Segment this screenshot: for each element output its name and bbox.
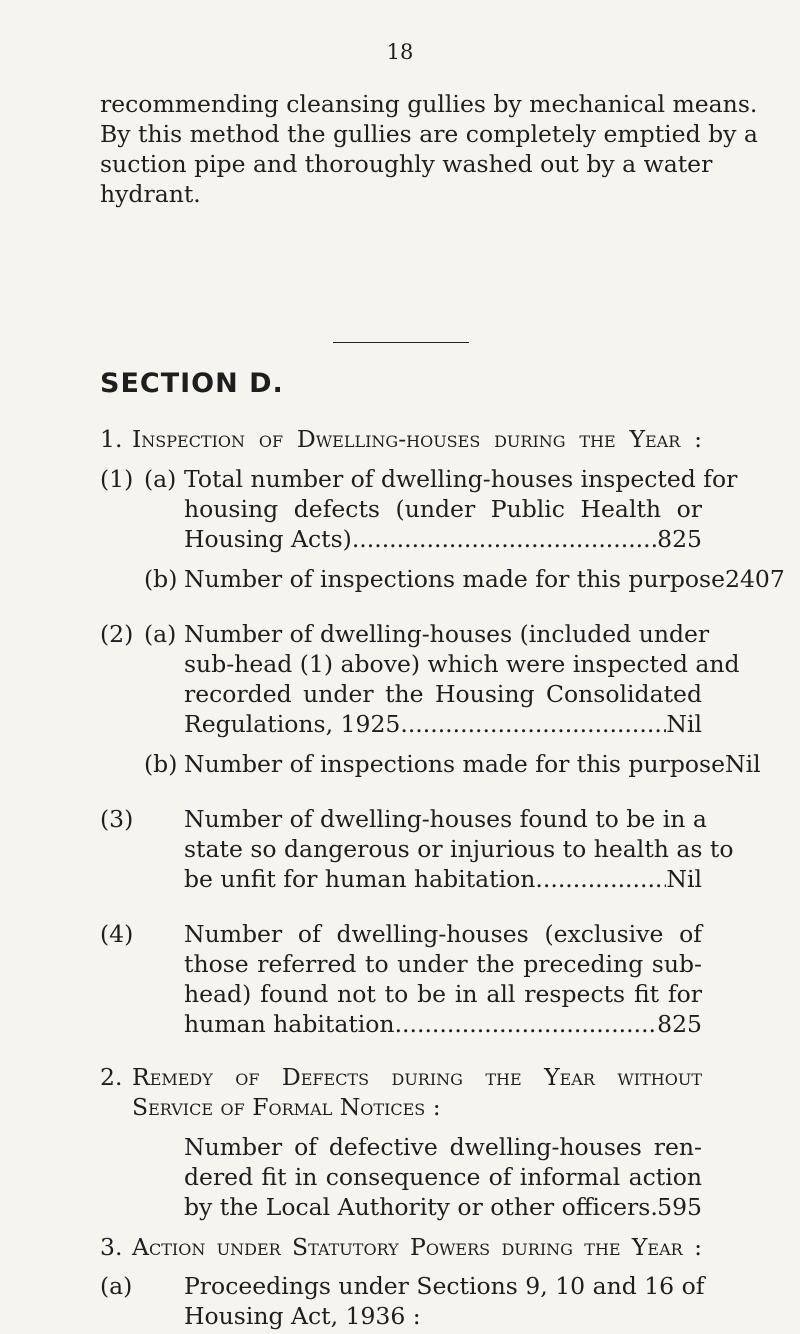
item-text-line: be unfit for human habitation <box>184 865 536 893</box>
leader-line <box>184 750 761 778</box>
leader-line <box>184 565 785 593</box>
item-number: (3) <box>100 805 134 833</box>
item-text-line: by the Local Authority or other officers <box>184 1193 651 1221</box>
leader-line <box>184 1010 702 1038</box>
item-number: (a) <box>100 1272 133 1300</box>
page-number: 18 <box>386 40 414 64</box>
item-text-line: head) found not to be in all respects fit for <box>184 980 702 1008</box>
item-text-line: Housing Acts) <box>184 525 352 553</box>
sub-item-label: (b) <box>144 750 178 778</box>
item-text-line: sub-head (1) above) which were inspected and <box>184 650 740 678</box>
item-text-line: Number of inspections made for this purpose <box>184 565 726 593</box>
section-divider <box>333 342 469 343</box>
leader-line <box>184 1193 702 1221</box>
item-text-line: Number of defective dwelling-houses ren- <box>184 1133 702 1161</box>
item-value: 2407 <box>725 565 785 593</box>
item-text-line: Regulations, 1925 <box>184 710 401 738</box>
item-value: Nil <box>666 865 702 893</box>
section-heading: Action under Statutory Powers during the Year : <box>132 1233 702 1261</box>
leader-line <box>184 710 702 738</box>
item-text-line: housing defects (under Public Health or <box>184 495 702 523</box>
item-text-line: recorded under the Housing Consolidated <box>184 680 702 708</box>
heading-number: 3. <box>100 1233 123 1261</box>
item-text-line: dered fit in consequence of informal action <box>184 1163 702 1191</box>
item-number: (4) <box>100 920 134 948</box>
item-value: 595 <box>657 1193 702 1221</box>
item-text-line: Total number of dwelling-houses inspected for <box>184 465 738 493</box>
item-number: (1) <box>100 465 134 493</box>
section-heading: Service of Formal Notices : <box>132 1093 441 1121</box>
intro-line: hydrant. <box>100 180 201 208</box>
item-value: 825 <box>657 1010 702 1038</box>
item-value: Nil <box>666 710 702 738</box>
sub-item-label: (b) <box>144 565 178 593</box>
heading-number: 2. <box>100 1063 123 1091</box>
item-text-line: Number of dwelling-houses found to be in a <box>184 805 707 833</box>
item-text-line: those referred to under the preceding sub- <box>184 950 702 978</box>
section-heading: Inspection of Dwelling-houses during the Year : <box>132 425 702 453</box>
leader-line <box>184 525 702 553</box>
leader-line <box>184 865 702 893</box>
item-text-line: Housing Act, 1936 : <box>184 1302 421 1330</box>
intro-line: By this method the gullies are completely emptied by a <box>100 120 758 148</box>
item-text-line: Number of dwelling-houses (included under <box>184 620 710 648</box>
section-heading: Remedy of Defects during the Year without <box>132 1063 702 1091</box>
intro-line: recommending cleansing gullies by mechanical means. <box>100 90 758 118</box>
intro-line: suction pipe and thoroughly washed out by a water <box>100 150 713 178</box>
item-value: Nil <box>725 750 761 778</box>
item-text-line: Number of inspections made for this purpose <box>184 750 726 778</box>
item-text-line: state so dangerous or injurious to health as to <box>184 835 734 863</box>
item-value: 825 <box>657 525 702 553</box>
section-title: SECTION D. <box>100 368 284 399</box>
sub-item-label: (a) <box>144 465 177 493</box>
item-text-line: human habitation <box>184 1010 395 1038</box>
heading-number: 1. <box>100 425 123 453</box>
item-text-line: Proceedings under Sections 9, 10 and 16 of <box>184 1272 705 1300</box>
item-number: (2) <box>100 620 134 648</box>
item-text-line: Number of dwelling-houses (exclusive of <box>184 920 702 948</box>
sub-item-label: (a) <box>144 620 177 648</box>
